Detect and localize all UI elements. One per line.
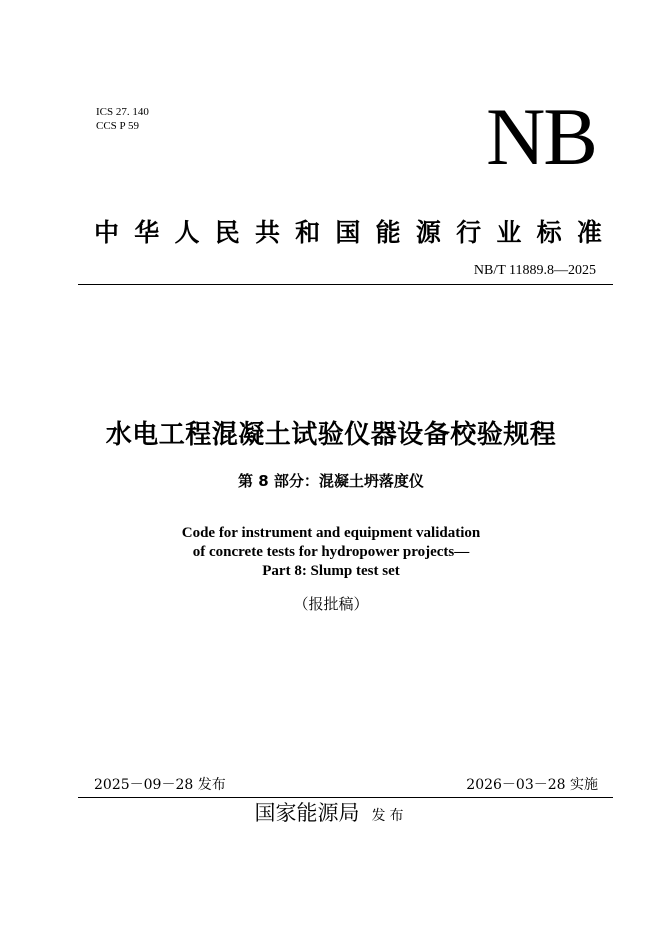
standard-type-char: 中: [94, 218, 120, 247]
ics-code: ICS 27. 140: [96, 106, 149, 118]
footer-divider: [78, 797, 613, 798]
implementation-date: 2026－03－28 实施: [466, 777, 598, 793]
standard-type-char: 准: [576, 218, 602, 247]
standard-number: NB/T 11889.8—2025: [473, 263, 596, 278]
standard-type: [94, 216, 602, 250]
subtitle-chinese: 第 8 部分：混凝土坍落度仪: [238, 472, 424, 490]
issuer-name: 国家能源局: [254, 801, 360, 825]
standard-type-char: 源: [415, 218, 441, 247]
ccs-code: CCS P 59: [96, 120, 140, 132]
header-divider: [78, 284, 613, 285]
standard-type-char: 民: [214, 218, 240, 247]
release-date: 2025－09－28 发布: [94, 777, 226, 793]
standard-type-char: 华: [134, 218, 160, 247]
draft-status: （报批稿）: [293, 595, 369, 613]
standard-type-char: 人: [174, 218, 200, 247]
title-english-line: Part 8: Slump test set: [262, 563, 400, 579]
standard-type-char: 业: [496, 218, 522, 247]
title-english-line: of concrete tests for hydropower projects—: [192, 544, 470, 560]
standard-type-char: 行: [456, 218, 482, 247]
standard-type-char: 国: [335, 218, 361, 247]
standard-type-char: 共: [254, 218, 280, 247]
issuer-line: [0, 799, 662, 830]
title-chinese: 水电工程混凝土试验仪器设备校验规程: [105, 420, 557, 450]
standard-type-char: 标: [536, 218, 562, 247]
nb-logo: NB: [486, 91, 596, 182]
issuer-action: 发布: [371, 808, 408, 824]
title-english-line: Code for instrument and equipment validation: [181, 525, 481, 541]
standard-type-char: 能: [375, 218, 401, 247]
standard-type-char: 和: [295, 218, 321, 247]
